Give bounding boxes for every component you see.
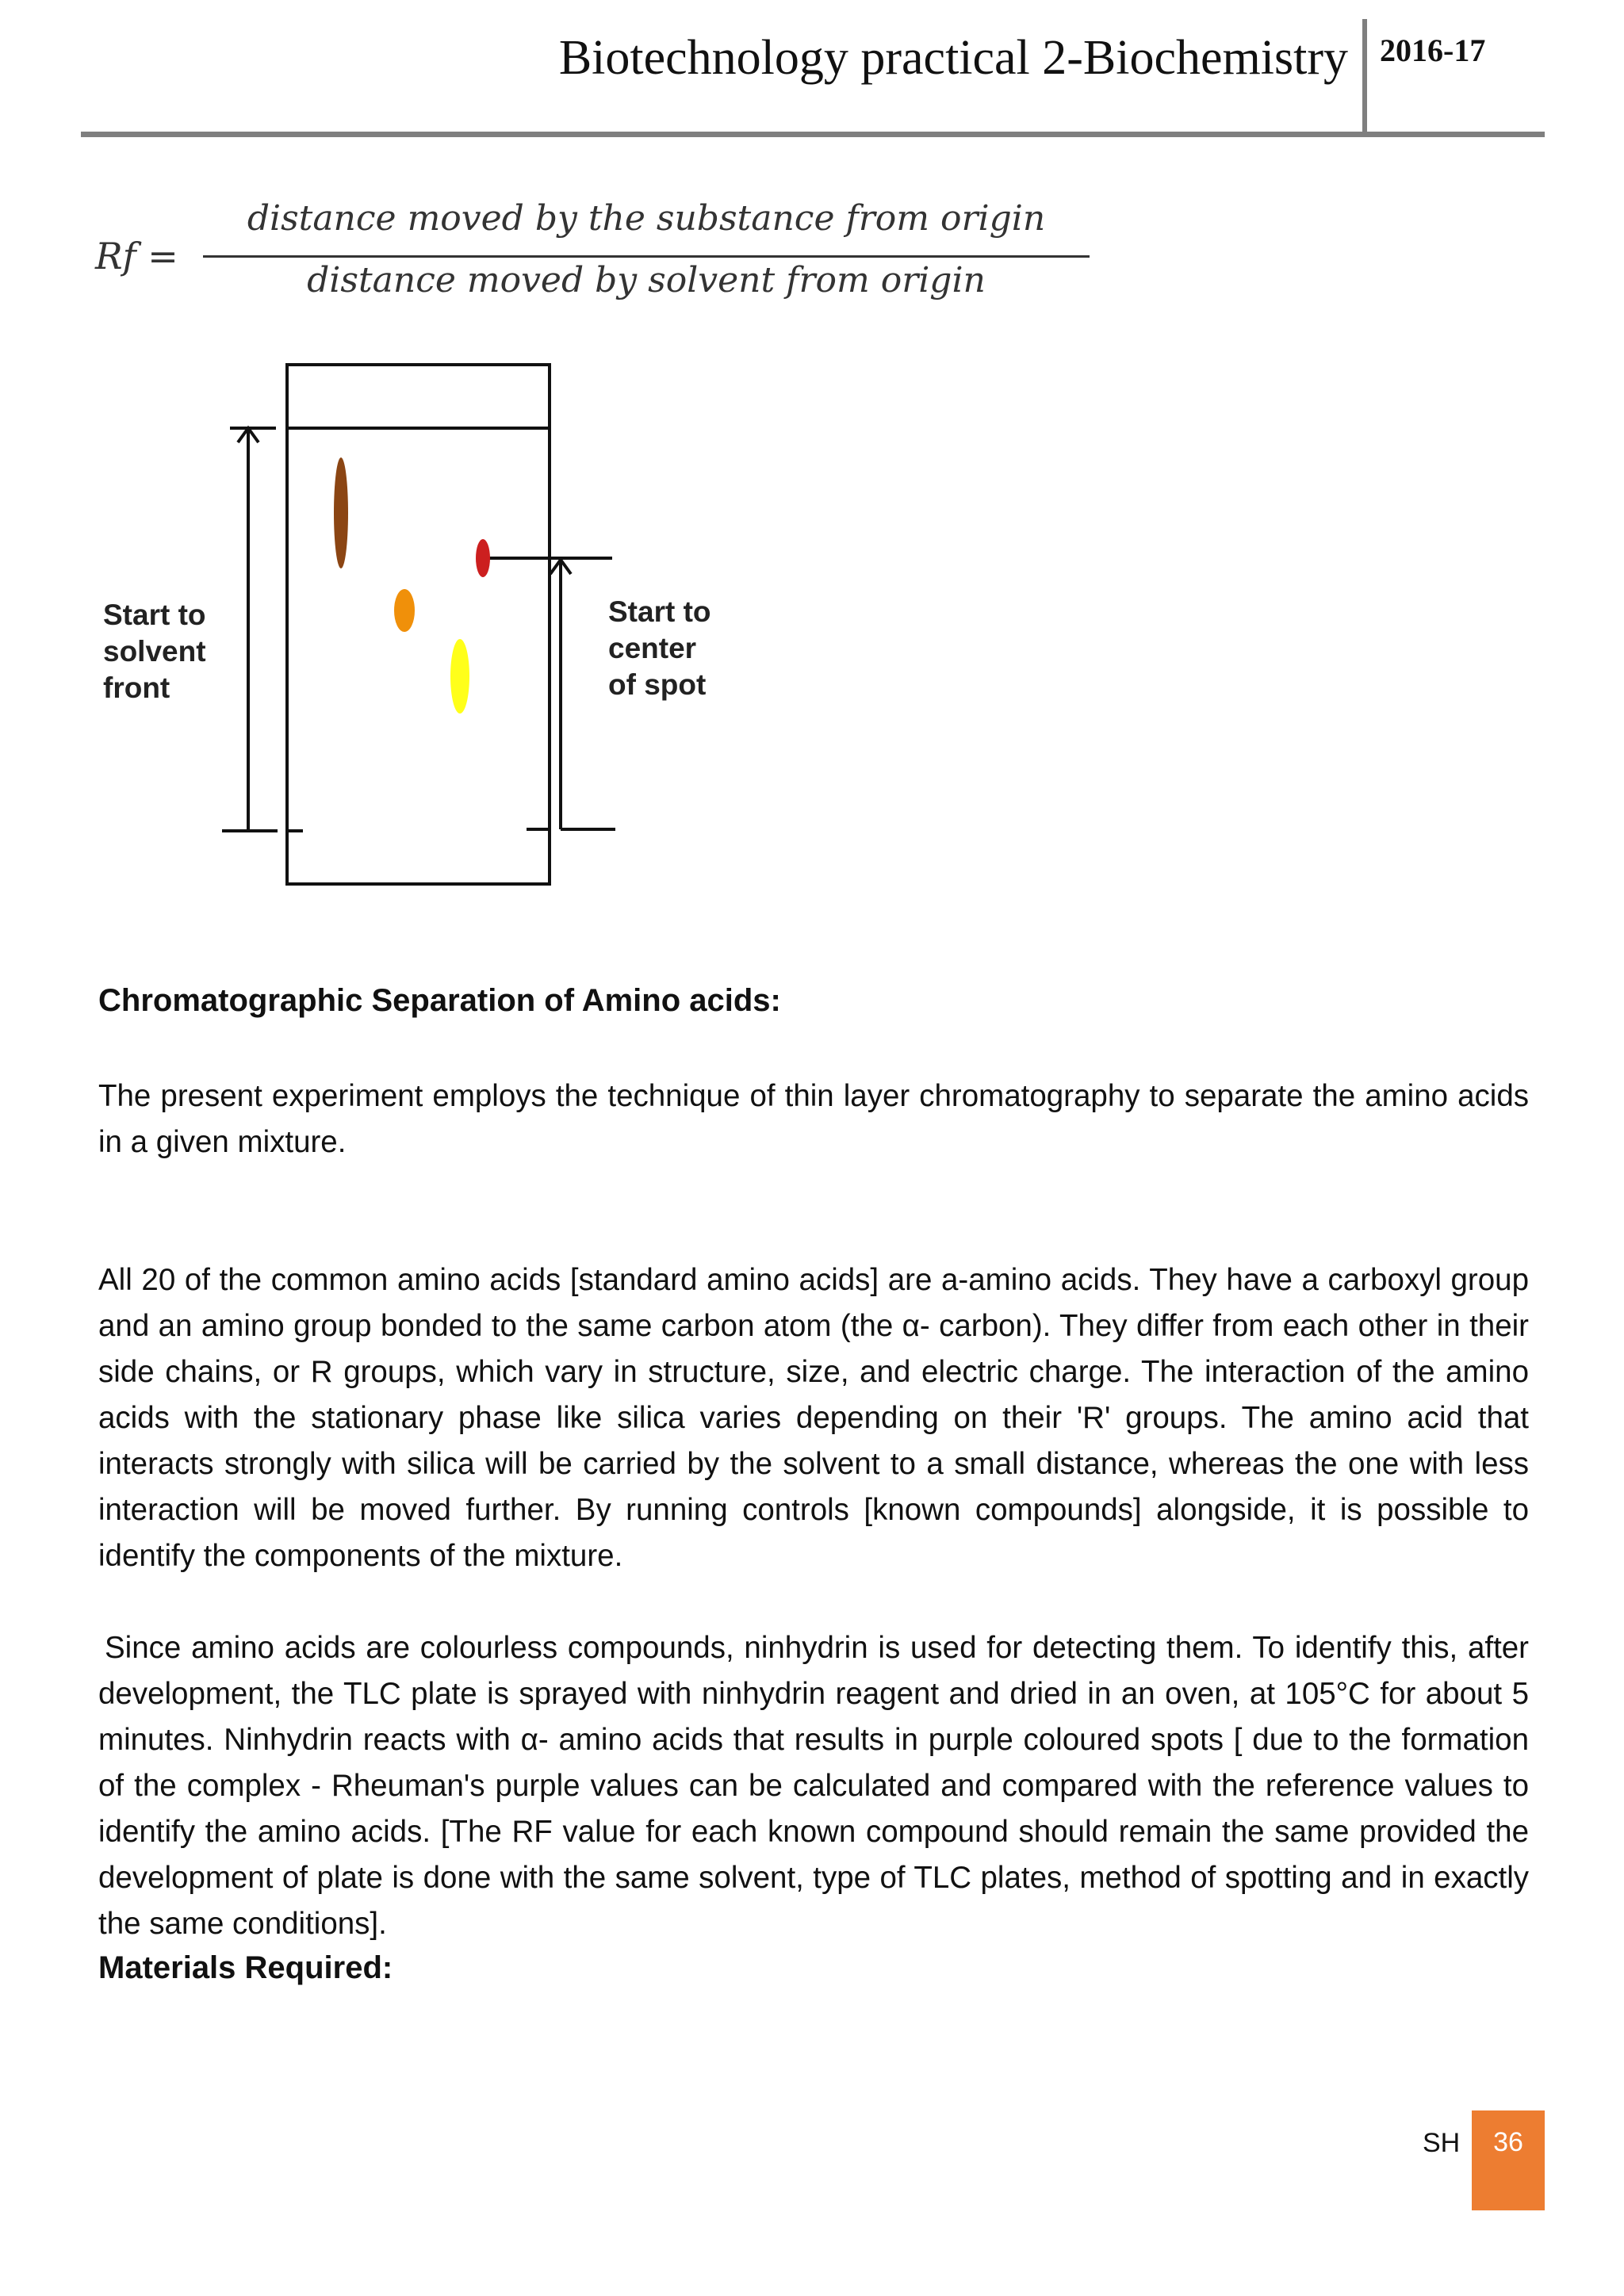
spot-yellow (450, 639, 469, 714)
section-heading: Chromatographic Separation of Amino acids: (98, 983, 781, 1018)
paragraph-ninhydrin: Since amino acids are colourless compounds, ninhydrin is used for detecting them. To identify this, after development, the TLC plate is sprayed with ninhydrin reagent and dried in an oven, at 105°C for about 5 minutes. Ninhydrin reacts with α- amino acids that results in purple coloured spots [ due to the formation of the complex - Rheuman's purple values can be calculated and compared with the reference values to identify the amino acids. [The RF value for each known compound should remain the same provided the development of plate is done with the same solvent, type of TLC plates, method of spotting and in exactly the same conditions]. (98, 1631, 1529, 1941)
page-number-badge (1472, 2110, 1545, 2210)
rf-formula-denominator: distance moved by solvent from origin (307, 260, 986, 300)
label-right-line-2: center (608, 632, 697, 664)
tlc-plate-diagram (0, 349, 793, 904)
paragraph-amino-acids: All 20 of the common amino acids [standard amino acids] are a-amino acids. They have a carboxyl group and an amino group bonded to the same carbon atom (the α- carbon). They differ from each other in their side chains, or R groups, which vary in structure, size, and electric charge. The interaction of the amino acids with the stationary phase like silica varies depending on their 'R' groups. The amino acid that interacts strongly with silica will be carried by the solvent to a small distance, whereas the one with less interaction will be moved further. By running controls [known compounds] alongside, it is possible to identify the components of the mixture. (98, 1263, 1529, 1573)
materials-heading: Materials Required: (98, 1950, 393, 1985)
footer-initials: SH (1423, 2128, 1461, 2158)
label-start-to-solvent-front (103, 599, 214, 704)
spot-orange (394, 589, 415, 632)
label-right-line-1: Start to (608, 595, 711, 628)
spot-red (476, 539, 490, 577)
page-number: 36 (1493, 2127, 1523, 2157)
paragraph-intro: The present experiment employs the technique of thin layer chromatography to separate the amino acids in a given mixture. (98, 1079, 1529, 1159)
tlc-plate (287, 365, 550, 884)
label-left-line-1: Start to (103, 599, 206, 631)
header-divider-vertical (1362, 19, 1367, 136)
page-header-year: 2016-17 (1380, 33, 1486, 68)
label-right-line-3: of spot (608, 668, 707, 701)
label-left-line-3: front (103, 672, 170, 704)
page-header-title: Biotechnology practical 2-Biochemistry (558, 31, 1348, 85)
rf-formula-lhs: Rf = (95, 235, 178, 277)
rf-formula-numerator: distance moved by the substance from origin (247, 198, 1046, 239)
header-divider-horizontal (81, 132, 1545, 137)
label-start-to-center-of-spot (608, 595, 719, 701)
spot-brown (334, 457, 348, 568)
rf-formula-fraction-bar (203, 255, 1090, 258)
label-left-line-2: solvent (103, 635, 206, 668)
